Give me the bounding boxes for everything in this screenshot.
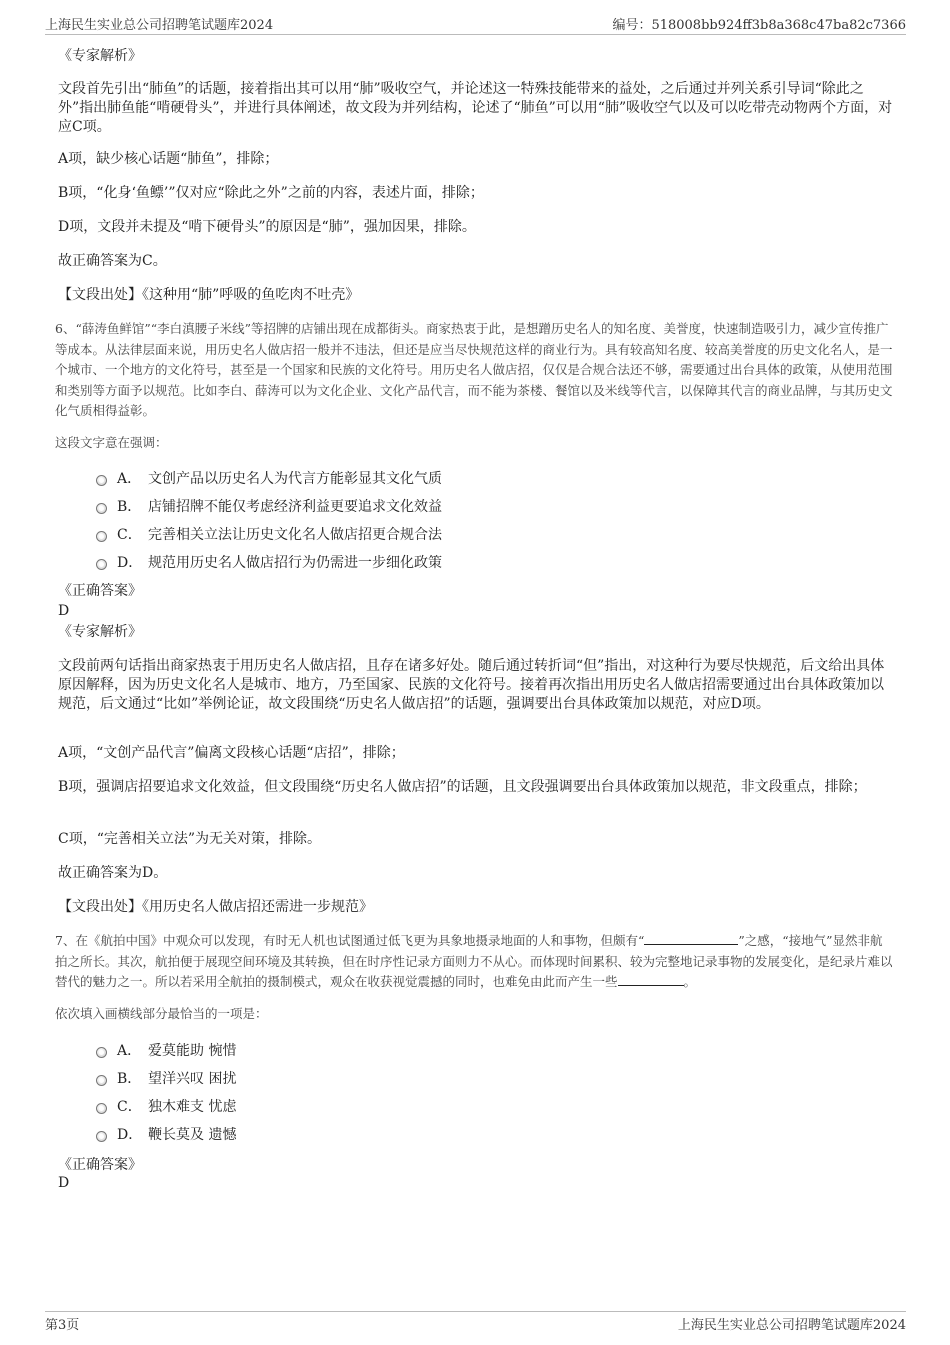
q6-analysis-label: 《专家解析》	[58, 624, 142, 640]
q6-answer: D	[58, 603, 70, 619]
q7-prompt: 依次填入画横线部分最恰当的一项是：	[55, 1006, 268, 1021]
fill-blank-1	[644, 932, 738, 945]
q5-analysis: 文段首先引出“肺鱼”的话题，接着指出其可以用“肺”吸收空气，并论述这一特殊技能带来的益处，之后通过并列关系引导词“除此之外”指出肺鱼能“啃硬骨头”，并进行具体阐述，故文段为并列结构，论述了“肺鱼”可以用“肺”吸收空气以及可以吃带壳动物两个方面，对应C项。	[58, 81, 893, 135]
q7-stem: 7、在《航拍中国》中观众可以发现，有时无人机也试图通过低飞更为具象地摄录地面的人和事物，但颇有“ ”之感，“接地气”显然非航拍之所长。其次，航拍便于展现空间环境及其转换，但在时序性记录方面则力不从心。而体现时间累积、较为完整地记录事物的发展变化，是纪录片难以替代的魅力之一。所以若采用全航拍的摄制模式，观众在收获视觉震撼的同时，也难免由此而产生一些 。	[55, 933, 893, 989]
q5-conclusion: 故正确答案为C。	[58, 253, 167, 269]
radio-icon[interactable]	[96, 1131, 107, 1142]
radio-icon[interactable]	[96, 1047, 107, 1058]
q6-prompt: 这段文字意在强调：	[55, 435, 168, 450]
q6-source: 【文段出处】《用历史名人做店招还需进一步规范》	[58, 899, 373, 915]
q5-source: 【文段出处】《这种用“肺”呼吸的鱼吃肉不吐壳》	[58, 287, 360, 303]
q5-option-d-note: D项，文段并未提及“啃下硬骨头”的原因是“肺”，强加因果，排除。	[58, 219, 476, 235]
page-header	[45, 14, 906, 35]
radio-icon[interactable]	[96, 559, 107, 570]
q7-answer: D	[58, 1175, 70, 1191]
q6-option-a-note: A项，“文创产品代言”偏离文段核心话题“店招”，排除；	[58, 745, 405, 761]
radio-icon[interactable]	[96, 1075, 107, 1086]
q5-option-b-note: B项，“化身‘鱼鳔’”仅对应“除此之外”之前的内容，表述片面，排除；	[58, 185, 484, 201]
header-doc-id: 编号：518008bb924ff3b8a368c47ba82c7366	[612, 18, 906, 33]
radio-icon[interactable]	[96, 475, 107, 486]
q6-conclusion: 故正确答案为D。	[58, 865, 168, 881]
page-footer	[45, 1311, 906, 1334]
q6-stem: 6、“薛涛鱼鲜馆”“李白滇腰子米线”等招牌的店铺出现在成都街头。商家热衷于此，是想蹭历史名人的知名度、美誉度，快速制造吸引力，减少宣传推广等成本。从法律层面来说，用历史名人做店招一般并不违法，但还是应当尽快规范这样的商业行为。具有较高知名度、较高美誉度的历史文化名人，是一个城市、一个地方的文化符号，甚至是一个国家和民族的文化符号。用历史名人做店招，仅仅是合规合法还不够，需要通过出台具体的政策，从使用范围和类别等方面予以规范。比如李白、薛涛可以为文化企业、文化产品代言，而不能为茶楼、餐馆以及米线等代言，以保障其代言的商业品牌，与其历史文化气质相得益彰。	[55, 321, 893, 418]
q5-analysis-label: 《专家解析》	[58, 48, 142, 64]
footer-title: 上海民生实业总公司招聘笔试题库2024	[677, 1318, 906, 1333]
q5-option-a-note: A项，缺少核心话题“肺鱼”，排除；	[58, 151, 279, 167]
header-title: 上海民生实业总公司招聘笔试题库2024	[45, 18, 274, 33]
q6-option-b-note: B项，强调店招要追求文化效益，但文段围绕“历史名人做店招”的话题，且文段强调要出台具体政策加以规范，非文段重点，排除；	[58, 779, 867, 795]
radio-icon[interactable]	[96, 531, 107, 542]
radio-icon[interactable]	[96, 503, 107, 514]
q6-option-c-note: C项，“完善相关立法”为无关对策，排除。	[58, 831, 322, 847]
page-number: 第3页	[45, 1318, 80, 1333]
fill-blank-2	[618, 973, 684, 986]
radio-icon[interactable]	[96, 1103, 107, 1114]
q7-answer-label: 《正确答案》	[58, 1157, 142, 1173]
q6-analysis: 文段前两句话指出商家热衷于用历史名人做店招，且存在诸多好处。随后通过转折词“但”指出，对这种行为要尽快规范，后文给出具体原因解释，因为历史文化名人是城市、地方，乃至国家、民族的文化符号。接着再次指出用历史名人做店招需要通过出台具体政策加以规范，后文通过“比如”举例论证，故文段围绕“历史名人做店招”的话题，强调要出台具体政策加以规范，对应D项。	[58, 658, 885, 712]
q6-answer-label: 《正确答案》	[58, 583, 142, 599]
